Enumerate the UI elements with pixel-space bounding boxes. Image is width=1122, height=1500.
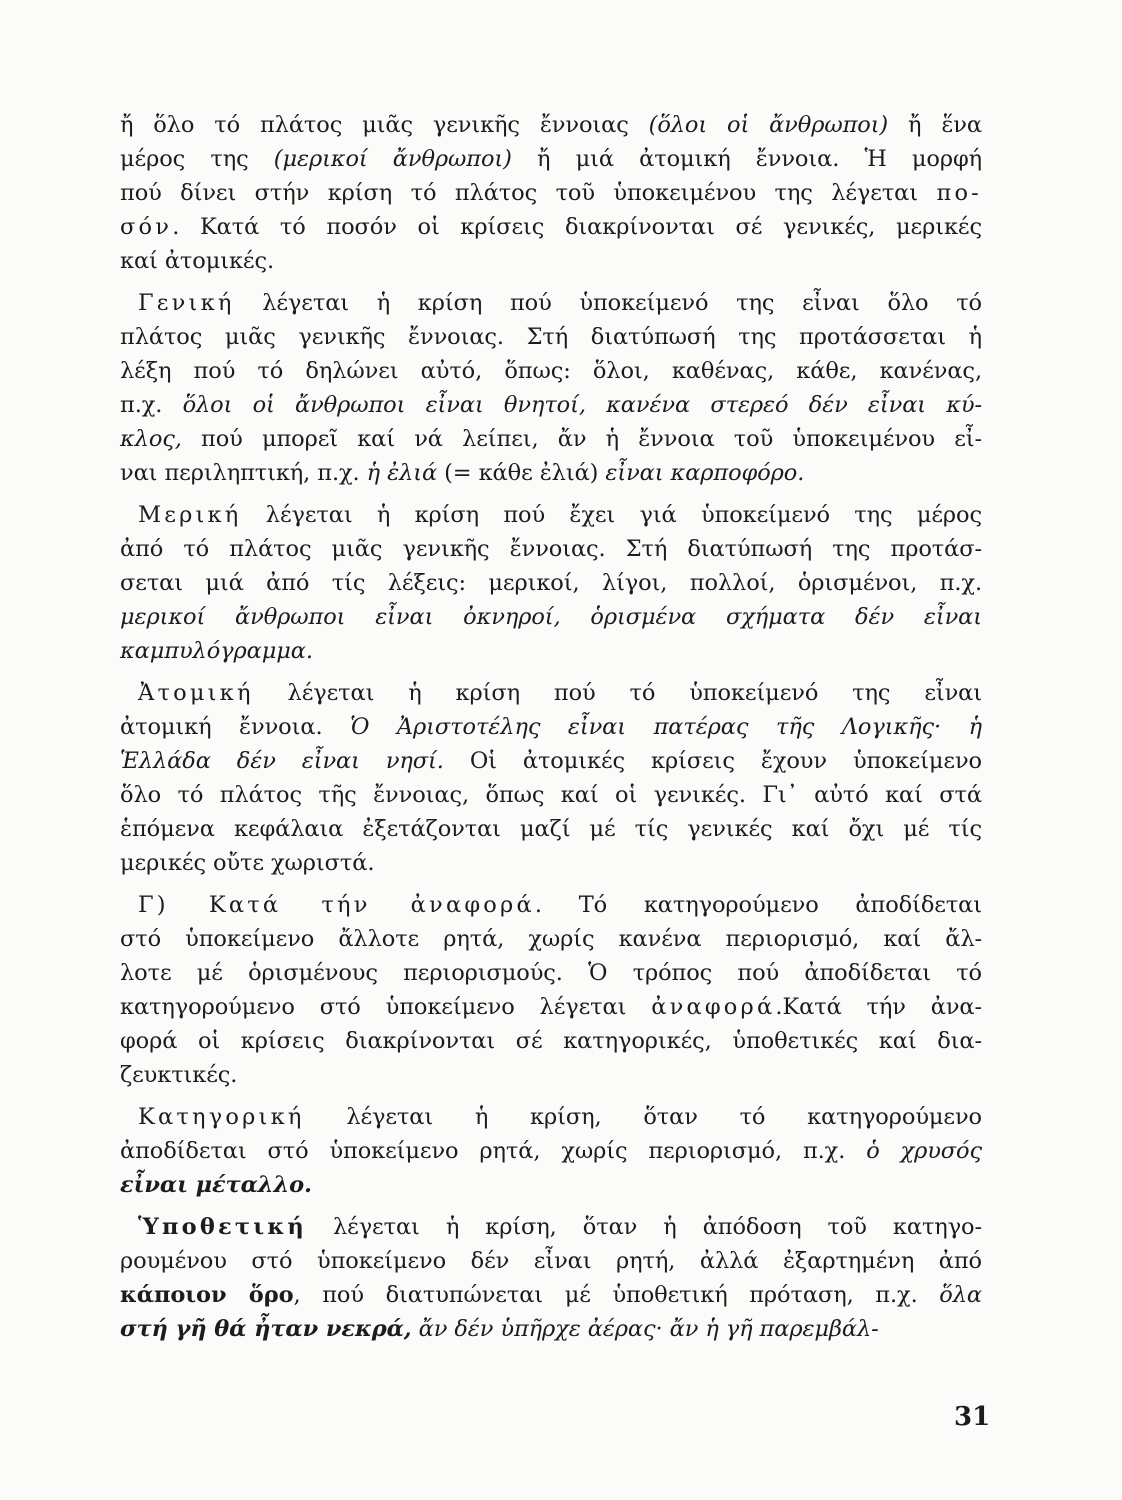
text-run: εἶναι καρποφόρο.	[605, 460, 805, 486]
text-run	[412, 1316, 419, 1342]
text-line	[120, 990, 982, 1024]
text-line	[120, 388, 982, 422]
text-line	[120, 1134, 982, 1168]
text-line	[120, 1244, 982, 1278]
text-line	[120, 1210, 982, 1244]
body-text	[120, 108, 982, 1346]
text-run: καμπυλόγραμμα.	[120, 638, 313, 664]
text-run: μερικοί ἄνθρωποι εἶναι ὀκνηροί, ὁρισμένα σχήματα δέν εἶναι	[120, 604, 982, 630]
text-line	[120, 956, 982, 990]
text-run: σόν	[120, 214, 173, 240]
text-line	[120, 456, 982, 490]
text-run: , πού διατυπώνεται μέ ὑποθετική πρόταση, π.χ.	[293, 1282, 940, 1308]
text-run: μέρος της	[120, 146, 274, 172]
text-line	[120, 888, 982, 922]
text-line	[120, 566, 982, 600]
text-run: στό ὑποκείμενο ἄλλοτε ρητά, χωρίς κανένα περιορισμό, καί ἄλ-	[120, 926, 982, 952]
text-run: Ἑλλάδα δέν εἶναι νησί.	[120, 748, 444, 774]
text-run: ἀτομική ἔννοια.	[120, 714, 351, 740]
text-run: ὅλο τό πλάτος τῆς ἔννοιας, ὅπως καί οἱ γενικές. Γι᾽ αὐτό καί στά	[120, 782, 982, 808]
text-line	[120, 634, 982, 668]
text-line	[120, 210, 982, 244]
text-line	[120, 108, 982, 142]
text-line	[120, 1024, 982, 1058]
paragraph	[120, 676, 982, 880]
text-run: κατηγορούμενο στό ὑποκείμενο λέγεται	[120, 994, 652, 1020]
text-line	[120, 244, 982, 278]
text-run: καί ἀτομικές.	[120, 248, 275, 274]
text-run: μερικές οὔτε χωριστά.	[120, 850, 375, 876]
text-run: π.χ.	[120, 392, 183, 418]
text-run: ἀποδίδεται στό ὑποκείμενο ρητά, χωρίς περιορισμό, π.χ.	[120, 1138, 867, 1164]
text-run: ζευκτικές.	[120, 1062, 238, 1088]
text-run: λέγεται ἡ κρίση πού τό ὑποκείμενό της εἶναι	[253, 680, 982, 706]
text-run: πλάτος μιᾶς γενικῆς ἔννοιας. Στή διατύπωσή της προτάσσεται ἡ	[120, 324, 982, 350]
text-line	[120, 744, 982, 778]
text-run: ἄν δέν ὑπῆρχε ἀέρας· ἄν ἡ γῆ παρεμβάλ-	[418, 1316, 879, 1342]
paragraph	[120, 1210, 982, 1346]
text-line	[120, 922, 982, 956]
paragraph	[120, 498, 982, 668]
text-line	[120, 1100, 982, 1134]
text-line	[120, 846, 982, 880]
text-run: Ὁ Ἀριστοτέλης εἶναι πατέρας τῆς Λογικῆς· ἡ	[350, 714, 982, 740]
text-run: ἑπόμενα κεφάλαια ἐξετάζονται μαζί μέ τίς γενικές καί ὄχι μέ τίς	[120, 816, 982, 842]
text-run: ἤ μιά ἀτομική ἔννοια. Ἡ μορφή	[511, 146, 982, 172]
text-run: ἀπό τό πλάτος μιᾶς γενικῆς ἔννοιας. Στή διατύπωσή της προτάσ-	[120, 536, 982, 562]
text-line	[120, 176, 982, 210]
text-run: στή γῆ θά ἦταν νεκρά,	[120, 1316, 412, 1342]
text-run: (μερικοί ἄνθρωποι)	[273, 146, 512, 172]
paragraph	[120, 286, 982, 490]
text-run: πού μπορεῖ καί νά λείπει, ἄν ἡ ἔννοια τοῦ ὑποκειμένου εἶ-	[181, 426, 982, 452]
text-run: λέγεται ἡ κρίση, ὅταν τό κατηγορούμενο	[304, 1104, 982, 1130]
text-run: πο-	[936, 180, 982, 206]
text-line	[120, 498, 982, 532]
text-run: κάποιον ὅρο	[120, 1282, 294, 1308]
paragraph	[120, 1100, 982, 1202]
text-run: εἶναι μέταλλο.	[120, 1172, 312, 1198]
text-line	[120, 354, 982, 388]
text-run: λέγεται ἡ κρίση πού ὑποκείμενό της εἶναι ὅλο τό	[234, 290, 982, 316]
text-run: Ἀτομική	[138, 680, 254, 706]
text-line	[120, 600, 982, 634]
text-run: ρουμένου στό ὑποκείμενο δέν εἶναι ρητή, ἀλλά ἐξαρτημένη ἀπό	[120, 1248, 982, 1274]
text-line	[120, 1058, 982, 1092]
text-run: ἤ ἕνα	[888, 112, 982, 138]
text-line	[120, 422, 982, 456]
text-line	[120, 710, 982, 744]
paragraph	[120, 888, 982, 1092]
text-run: Γενική	[138, 290, 235, 316]
text-line	[120, 320, 982, 354]
text-run: . Κατά τό ποσόν οἱ κρίσεις διακρίνονται σέ γενικές, μερικές	[172, 214, 982, 240]
text-run: Οἱ ἀτομικές κρίσεις ἔχουν ὑποκείμενο	[443, 748, 982, 774]
text-run: φορά οἱ κρίσεις διακρίνονται σέ κατηγορικές, ὑποθετικές καί δια-	[120, 1028, 982, 1054]
text-run: κλος,	[120, 426, 182, 452]
text-run: ναι περιληπτική, π.χ.	[120, 460, 367, 486]
text-run: (= κάθε ἐλιά)	[437, 460, 606, 486]
text-line	[120, 532, 982, 566]
text-line	[120, 676, 982, 710]
text-run: ἡ ἐλιά	[366, 460, 438, 486]
text-run: ὅλα	[939, 1282, 982, 1308]
text-run: . Τό κατηγορούμενο ἀποδίδεται	[534, 892, 982, 918]
paragraph	[120, 108, 982, 278]
text-line	[120, 286, 982, 320]
text-run: λέγεται ἡ κρίση, ὅταν ἡ ἀπόδοση τοῦ κατηγο-	[306, 1214, 982, 1240]
text-run: ὅλοι οἱ ἄνθρωποι εἶναι θνητοί, κανένα στερεό δέν εἶναι κύ-	[182, 392, 982, 418]
text-run: λέξη πού τό δηλώνει αὐτό, ὅπως: ὅλοι, καθένας, κάθε, κανένας,	[120, 358, 982, 384]
text-run: σεται μιά ἀπό τίς λέξεις: μερικοί, λίγοι, πολλοί, ὁρισμένοι, π.χ.	[120, 570, 982, 596]
text-run: πού δίνει στήν κρίση τό πλάτος τοῦ ὑποκειμένου της λέγεται	[120, 180, 937, 206]
text-line	[120, 1312, 982, 1346]
text-line	[120, 1278, 982, 1312]
text-line	[120, 1168, 982, 1202]
text-run: Μερική	[138, 502, 242, 528]
text-run: (ὅλοι οἱ ἄνθρωποι)	[648, 112, 889, 138]
text-run: Ὑποθετική	[138, 1214, 307, 1240]
text-line	[120, 812, 982, 846]
text-run: Γ) Κατά τήν ἀναφορά	[138, 892, 535, 918]
text-run: .Κατά τήν ἀνα-	[775, 994, 982, 1020]
text-run: ὁ χρυσός	[866, 1138, 982, 1164]
page-number: 31	[954, 1402, 991, 1432]
text-run: ἀναφορά	[651, 994, 776, 1020]
text-run: λοτε μέ ὁρισμένους περιορισμούς. Ὁ τρόπος πού ἀποδίδεται τό	[120, 960, 982, 986]
text-run: ἤ ὅλο τό πλάτος μιᾶς γενικῆς ἔννοιας	[120, 112, 649, 138]
text-run: Κατηγορική	[138, 1104, 305, 1130]
text-line	[120, 778, 982, 812]
text-run: λέγεται ἡ κρίση πού ἔχει γιά ὑποκείμενό της μέρος	[241, 502, 982, 528]
text-line	[120, 142, 982, 176]
